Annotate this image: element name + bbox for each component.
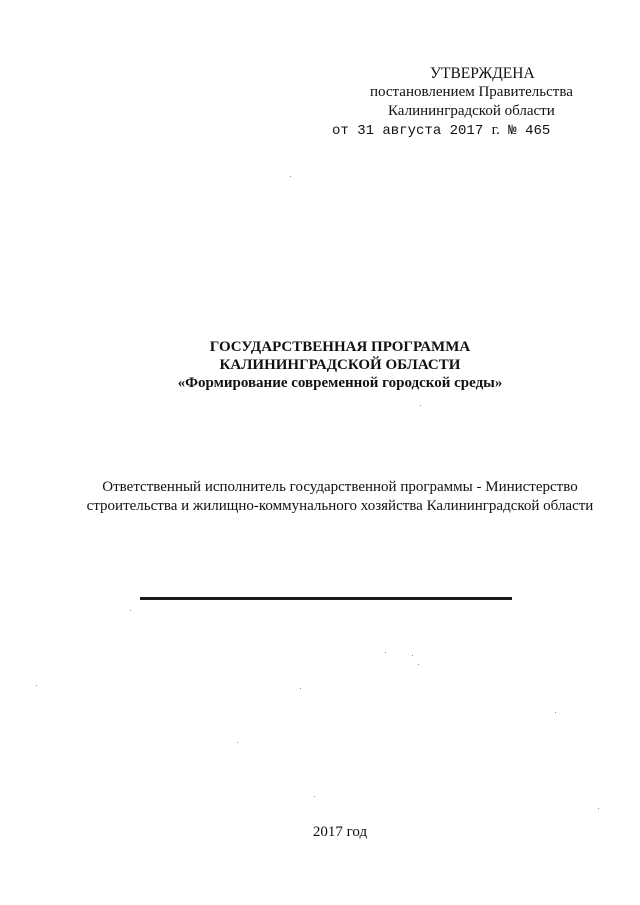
scan-speck bbox=[300, 688, 301, 689]
scan-speck bbox=[420, 405, 421, 406]
scan-speck bbox=[598, 808, 599, 809]
approval-heading: УТВЕРЖДЕНА bbox=[430, 65, 535, 82]
approval-line-region: Калининградской области bbox=[388, 103, 555, 119]
scan-speck bbox=[412, 655, 413, 656]
scan-speck bbox=[418, 664, 419, 665]
scan-speck bbox=[36, 685, 37, 686]
document-year: 2017 год bbox=[312, 824, 368, 840]
approval-date-line bbox=[330, 121, 590, 141]
program-title bbox=[0, 338, 640, 392]
executor-line-1: Ответственный исполнитель государственной программы - Министерство bbox=[102, 479, 578, 495]
approval-number: № 465 bbox=[508, 123, 551, 139]
scan-speck bbox=[385, 652, 386, 653]
scan-speck bbox=[290, 176, 291, 177]
scan-speck bbox=[555, 712, 556, 713]
program-title-line-1: ГОСУДАРСТВЕННАЯ ПРОГРАММА bbox=[209, 339, 471, 355]
program-title-line-3: «Формирование современной городской среды» bbox=[177, 375, 503, 391]
executor-line-2: строительства и жилищно-коммунального хозяйства Калининградской области bbox=[86, 498, 594, 514]
approval-stamp bbox=[330, 64, 590, 141]
scan-speck bbox=[237, 742, 238, 743]
approval-year-suffix: г. bbox=[491, 122, 500, 138]
horizontal-rule bbox=[140, 597, 512, 600]
approval-line-resolution: постановлением Правительства bbox=[370, 84, 573, 100]
approval-date: от 31 августа 2017 bbox=[332, 123, 484, 139]
scan-speck bbox=[314, 796, 315, 797]
scan-speck bbox=[130, 610, 131, 611]
responsible-executor bbox=[0, 478, 640, 516]
program-title-line-2: КАЛИНИНГРАДСКОЙ ОБЛАСТИ bbox=[219, 357, 461, 373]
